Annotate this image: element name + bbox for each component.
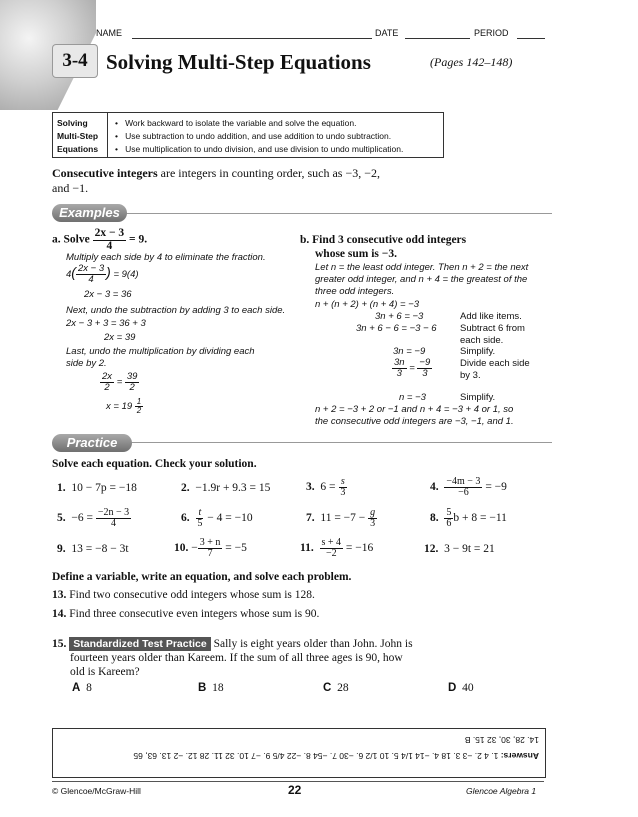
- choice-b[interactable]: B 18: [198, 682, 224, 694]
- footer-rule: [52, 781, 544, 782]
- strategy-bullets: [115, 117, 403, 156]
- name-label: NAME: [96, 28, 123, 38]
- example-b-step: $\frac{3n}{3}$ = $\frac{-9}{3}$: [394, 357, 431, 379]
- example-a-step: $\frac{2x}{2}$ = $\frac{39}{2}$: [102, 371, 138, 393]
- footer-book-title: Glencoe Algebra 1: [466, 786, 537, 796]
- example-b-step: 3n + 6 − 6 = −3 − 6: [356, 323, 437, 334]
- date-label: DATE: [375, 28, 399, 38]
- strategy-label-line: Equations: [57, 144, 99, 154]
- problem-11: 11. $\frac{s + 4}{-2}$ = −16: [300, 537, 374, 559]
- problem-6: 6. $\frac{t}{5}$ − 4 = −10: [181, 507, 253, 529]
- strategy-bullet: • Use subtraction to undo addition, and use addition to undo subtraction.: [115, 131, 392, 141]
- problem-5: 5. −6 = $\frac{-2n - 3}{4}$: [57, 507, 130, 529]
- example-a-step: Last, undo the multiplication by dividing each: [66, 346, 255, 357]
- example-a-step: 2x − 3 = 36: [84, 289, 132, 300]
- choice-a[interactable]: A 8: [72, 682, 92, 694]
- page-range: (Pages 142–148): [430, 55, 513, 69]
- strategy-label: [53, 113, 108, 157]
- example-b-comment: Divide each side by 3.: [460, 358, 530, 381]
- answer-key-rotated: [53, 729, 545, 777]
- answers-line-2: 14. 28, 30, 32 15. B: [464, 735, 539, 745]
- example-b-step: n + (n + 2) + (n + 4) = −3: [315, 299, 420, 310]
- date-blank[interactable]: [405, 38, 470, 39]
- problem-3: 3. 6 = $\frac{s}{3}$: [306, 476, 346, 498]
- answers-line-1: 1. 4 2. −3 3. 18 4. −14 1/4 5. 10 1/2 6. −30 7. −54 8. −22 4/5 9. −7 10. 32 11. 28 12. −2 13. 63, 65: [133, 751, 499, 761]
- example-b-step: n = −3: [399, 392, 426, 403]
- example-a-step: 2x = 39: [104, 332, 136, 343]
- answers-label: Answers:: [500, 751, 539, 761]
- problem-2: 2. −1.9r + 9.3 = 15: [181, 482, 271, 494]
- problem-1: 1. 10 − 7p = −18: [57, 482, 137, 494]
- example-a-step: 2x − 3 + 3 = 36 + 3: [66, 318, 146, 329]
- examples-heading: Examples: [52, 204, 127, 222]
- examples-rule: [52, 213, 552, 214]
- example-a-step: Multiply each side by 4 to eliminate the fraction.: [66, 252, 266, 263]
- problem-7: 7. 11 = −7 − $\frac{g}{3}$: [306, 507, 376, 529]
- example-b-comment: Simplify.: [460, 392, 496, 403]
- definition: Consecutive integers are integers in counting order, such as −3, −2, and −1.: [52, 166, 380, 195]
- strategy-bullet: • Work backward to isolate the variable and solve the equation.: [115, 118, 357, 128]
- example-a-step: Next, undo the subtraction by adding 3 to each side.: [66, 305, 286, 316]
- practice-heading: Practice: [52, 434, 132, 452]
- example-b-conclusion: n + 2 = −3 + 2 or −1 and n + 4 = −3 + 4 or 1, so the consecutive odd integers are −3, −1, and 1.: [315, 404, 514, 427]
- problem-4: 4. $\frac{-4m - 3}{-6}$ = −9: [430, 476, 507, 498]
- name-blank[interactable]: [132, 38, 372, 39]
- strategy-box: [52, 112, 444, 158]
- example-b-title: b. Find 3 consecutive odd integers whose sum is −3.: [300, 234, 467, 260]
- define-instruction: Define a variable, write an equation, and solve each problem.: [52, 571, 352, 583]
- example-a-title: a. Solve $\frac{2x - 3}{4}$ = 9.: [52, 227, 148, 252]
- example-b-comment: Add like items.: [460, 311, 522, 322]
- lesson-number: 3-4: [62, 50, 88, 71]
- problem-13: 13. Find two consecutive odd integers whose sum is 128.: [52, 589, 315, 601]
- strategy-label-line: Solving: [57, 118, 88, 128]
- page-number: 22: [288, 783, 302, 797]
- name-line: [96, 28, 122, 38]
- example-a-step: side by 2.: [66, 358, 107, 369]
- answer-key-box: [52, 728, 546, 778]
- example-a-step: x = 19 $\frac{1}{2}$: [106, 397, 142, 415]
- footer-copyright: © Glencoe/McGraw-Hill: [52, 786, 141, 796]
- problem-9: 9. 13 = −8 − 3t: [57, 543, 129, 555]
- standardized-test-tag: Standardized Test Practice: [69, 637, 210, 651]
- strategy-label-line: Multi-Step: [57, 131, 99, 141]
- example-a-fraction: $\frac{2x - 3}{4}$: [94, 227, 125, 252]
- period-label: PERIOD: [474, 28, 509, 38]
- strategy-bullet: • Use multiplication to undo division, and use division to undo multiplication.: [115, 144, 404, 154]
- definition-term: Consecutive integers: [52, 166, 158, 180]
- problem-12: 12. 3 − 9t = 21: [424, 543, 495, 555]
- problem-10: 10. − $\frac{3 + n}{7}$ = −5: [174, 537, 247, 559]
- example-b-intro: Let n = the least odd integer. Then n + 2 = the next greater odd integer, and n + 4 = the greatest of the three odd integers.: [315, 262, 529, 297]
- problem-14: 14. Find three consecutive even integers whose sum is 90.: [52, 608, 320, 620]
- example-b-step: 3n = −9: [393, 346, 426, 357]
- problem-8: 8. $\frac{5}{6}$ b + 8 = −11: [430, 507, 507, 529]
- choice-d[interactable]: D 40: [448, 682, 474, 694]
- example-b-comment: Subtract 6 from each side.: [460, 323, 525, 346]
- lesson-number-badge: [52, 44, 98, 78]
- example-b-comment: Simplify.: [460, 346, 496, 357]
- example-b-step: 3n + 6 = −3: [375, 311, 424, 322]
- page-title: Solving Multi-Step Equations: [106, 50, 371, 74]
- period-blank[interactable]: [517, 38, 545, 39]
- problem-15: 15. Standardized Test Practice Sally is eight years older than John. John is fourteen years older than Kareem. If the sum of all three ages is 90, how old is Kareem?: [52, 638, 413, 678]
- practice-instruction: Solve each equation. Check your solution.: [52, 458, 257, 470]
- example-a-step: 4( $\frac{2x - 3}{4}$ ) = 9(4): [66, 263, 139, 285]
- choice-c[interactable]: C 28: [323, 682, 349, 694]
